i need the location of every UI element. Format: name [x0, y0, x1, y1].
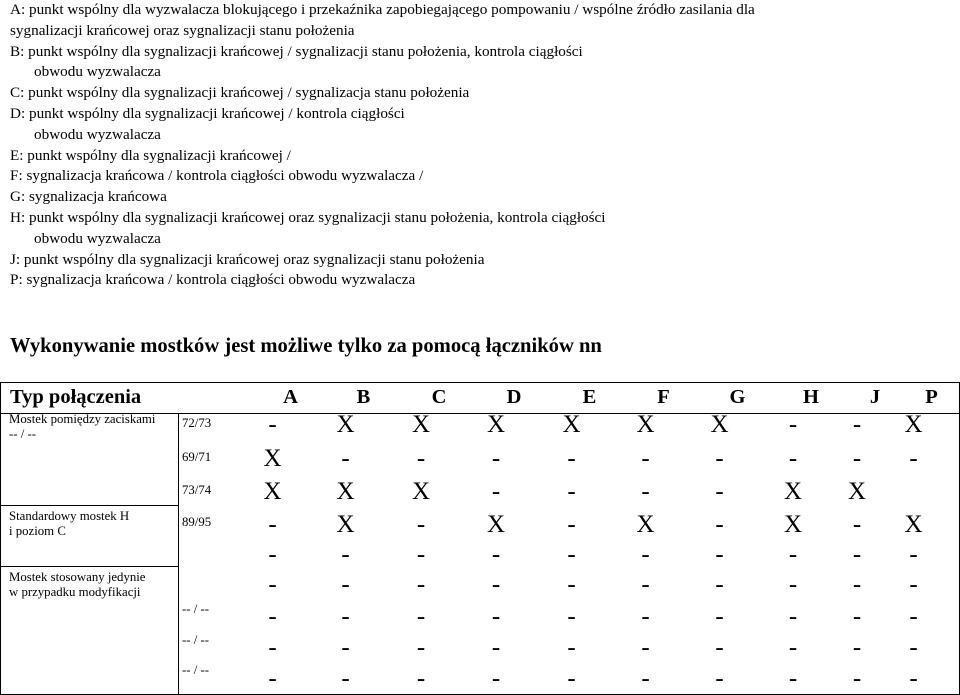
terminal-pair: -- / -- — [182, 633, 209, 647]
cell-h: - — [788, 541, 798, 568]
cell-e: - — [567, 478, 576, 505]
header-col-c: C — [431, 386, 447, 408]
connection-group-line: -- / -- — [9, 427, 36, 442]
cell-c: - — [416, 634, 426, 661]
cell-j: - — [852, 411, 862, 438]
cell-f: X — [636, 411, 655, 438]
legend-line: obwodu wyzwalacza — [34, 125, 161, 143]
connection-group-label — [9, 509, 177, 540]
cell-b: X — [336, 411, 355, 438]
cell-j: - — [852, 603, 862, 630]
cell-h: - — [788, 665, 798, 692]
cell-d: - — [491, 603, 501, 630]
legend-line: G: sygnalizacja krańcowa — [10, 188, 167, 206]
cell-c: - — [416, 603, 426, 630]
cell-e: X — [562, 411, 581, 438]
cell-d: - — [491, 478, 501, 505]
cell-j: - — [852, 571, 862, 598]
connection-group-line: Standardowy mostek H — [9, 509, 130, 523]
cell-b: - — [341, 571, 350, 598]
cell-e: - — [567, 571, 576, 598]
table-left-border — [0, 382, 1, 695]
cell-e: - — [567, 634, 576, 661]
cell-d: - — [491, 634, 501, 661]
cell-p: - — [909, 603, 918, 630]
cell-g: - — [715, 665, 724, 692]
cell-f: - — [641, 665, 650, 692]
legend-line: B: punkt wspólny dla sygnalizacji krańcowej / sygnalizacji stanu położenia, kontrola ciągłości — [10, 42, 583, 60]
legend — [10, 0, 955, 291]
cell-h: X — [783, 478, 803, 505]
cell-h: - — [788, 411, 798, 438]
cell-f: - — [641, 541, 650, 568]
cell-j: - — [852, 665, 862, 692]
cell-d: X — [486, 511, 506, 538]
connection-group-line: Mostek stosowany jedynie — [9, 570, 146, 584]
cell-f: - — [641, 478, 650, 505]
cell-c: X — [411, 478, 431, 505]
header-col-e: E — [582, 386, 597, 408]
cell-j: - — [852, 634, 862, 661]
cell-e: - — [567, 603, 576, 630]
header-col-d: D — [506, 386, 522, 408]
cell-g: - — [715, 603, 724, 630]
cell-c: - — [416, 665, 426, 692]
cell-b: - — [341, 634, 350, 661]
cell-b: - — [341, 541, 350, 568]
cell-p: X — [904, 411, 923, 438]
terminal-pair: -- / -- — [182, 602, 209, 616]
group-separator — [0, 505, 178, 506]
table-top-border — [0, 382, 960, 383]
bridging-note-heading: Wykonywanie mostków jest możliwe tylko za pomocą łączników nn — [10, 335, 602, 357]
cell-h: - — [788, 571, 798, 598]
cell-j: - — [852, 511, 862, 538]
header-col-f: F — [657, 386, 670, 408]
cell-b: - — [341, 665, 350, 692]
cell-g: - — [715, 634, 724, 661]
cell-e: - — [567, 541, 576, 568]
terminal-pair: 72/73 — [182, 416, 212, 430]
cell-d: - — [491, 541, 501, 568]
legend-line: sygnalizacji krańcowej oraz sygnalizacji stanu położenia — [10, 21, 355, 39]
cell-h: - — [788, 603, 798, 630]
header-col-b: B — [356, 386, 371, 408]
cell-p: - — [909, 571, 918, 598]
cell-g: - — [715, 571, 724, 598]
cell-b: - — [341, 603, 350, 630]
legend-line: E: punkt wspólny dla sygnalizacji krańcowej / — [10, 146, 291, 164]
cell-f: - — [641, 445, 650, 472]
header-col-j: J — [869, 386, 881, 408]
cell-p: - — [909, 634, 918, 661]
cell-d: - — [491, 445, 501, 472]
header-col-p: P — [925, 386, 938, 408]
cell-e: - — [567, 511, 576, 538]
connection-group-line: i poziom C — [9, 524, 66, 539]
cell-e: - — [567, 445, 576, 472]
legend-line: A: punkt wspólny dla wyzwalacza blokującego i przekaźnika zapobiegającego pompowaniu / wspólne źródło zasilania dla — [10, 1, 755, 18]
legend-line: J: punkt wspólny dla sygnalizacji krańcowej oraz sygnalizacji stanu położenia — [10, 250, 485, 268]
connection-group-label — [9, 570, 177, 601]
legend-line: P: sygnalizacja krańcowa / kontrola ciągłości obwodu wyzwalacza — [10, 271, 416, 289]
cell-h: - — [788, 634, 798, 661]
header-col-g: G — [729, 386, 746, 408]
cell-d: X — [486, 411, 506, 438]
cell-c: X — [411, 411, 431, 438]
terminal-pair: 69/71 — [182, 450, 212, 464]
legend-line: H: punkt wspólny dla sygnalizacji krańcowej oraz sygnalizacji stanu położenia, kontrola ciągłości — [10, 208, 606, 226]
cell-p: - — [909, 665, 918, 692]
cell-f: - — [641, 634, 650, 661]
cell-a: X — [263, 478, 282, 505]
cell-g: X — [710, 411, 729, 438]
cell-a: - — [268, 665, 277, 692]
cell-a: X — [263, 445, 282, 472]
cell-a: - — [268, 634, 277, 661]
connection-group-label — [9, 412, 177, 443]
cell-h: X — [783, 511, 803, 538]
legend-line: C: punkt wspólny dla sygnalizacji krańcowej / sygnalizacja stanu położenia — [10, 84, 470, 102]
legend-line: D: punkt wspólny dla sygnalizacji krańcowej / kontrola ciągłości — [10, 104, 405, 122]
cell-b: X — [336, 478, 355, 505]
cell-g: - — [715, 511, 724, 538]
cell-f: - — [641, 571, 650, 598]
cell-j: - — [852, 541, 862, 568]
legend-line: obwodu wyzwalacza — [34, 229, 161, 247]
header-col-h: H — [803, 386, 819, 408]
cell-p: - — [909, 541, 918, 568]
cell-b: X — [336, 511, 355, 538]
cell-p — [885, 479, 942, 505]
cell-p: - — [909, 445, 918, 472]
cell-c: - — [416, 511, 426, 538]
cell-p: X — [904, 511, 923, 538]
header-col-a: A — [283, 386, 298, 408]
cell-f: X — [636, 511, 655, 538]
cell-f: - — [641, 603, 650, 630]
legend-line: obwodu wyzwalacza — [34, 63, 161, 81]
cell-j: X — [847, 478, 867, 505]
group-separator — [0, 566, 178, 567]
terminal-pair: 89/95 — [182, 515, 212, 529]
cell-g: - — [715, 541, 724, 568]
connection-type-table — [0, 382, 960, 695]
header-connection-type: Typ połączenia — [10, 386, 142, 408]
terminal-pair: 73/74 — [182, 483, 212, 497]
cell-c: - — [416, 571, 426, 598]
cell-a: - — [268, 541, 277, 568]
table-group-divider — [178, 413, 179, 695]
cell-d: - — [491, 571, 501, 598]
cell-a: - — [268, 603, 277, 630]
cell-j: - — [852, 445, 862, 472]
cell-a: - — [268, 411, 277, 438]
cell-h: - — [788, 445, 798, 472]
cell-a: - — [268, 571, 277, 598]
legend-line: F: sygnalizacja krańcowa / kontrola ciągłości obwodu wyzwalacza / — [10, 167, 424, 185]
cell-g: - — [715, 478, 724, 505]
cell-c: - — [416, 445, 426, 472]
terminal-pair: -- / -- — [182, 663, 209, 677]
cell-b: - — [341, 445, 350, 472]
cell-d: - — [491, 665, 501, 692]
connection-group-line: w przypadku modyfikacji — [9, 585, 141, 600]
connection-group-line: Mostek pomiędzy zaciskami — [9, 412, 156, 426]
cell-g: - — [715, 445, 724, 472]
cell-c: - — [416, 541, 426, 568]
cell-e: - — [567, 665, 576, 692]
cell-a: - — [268, 511, 277, 538]
